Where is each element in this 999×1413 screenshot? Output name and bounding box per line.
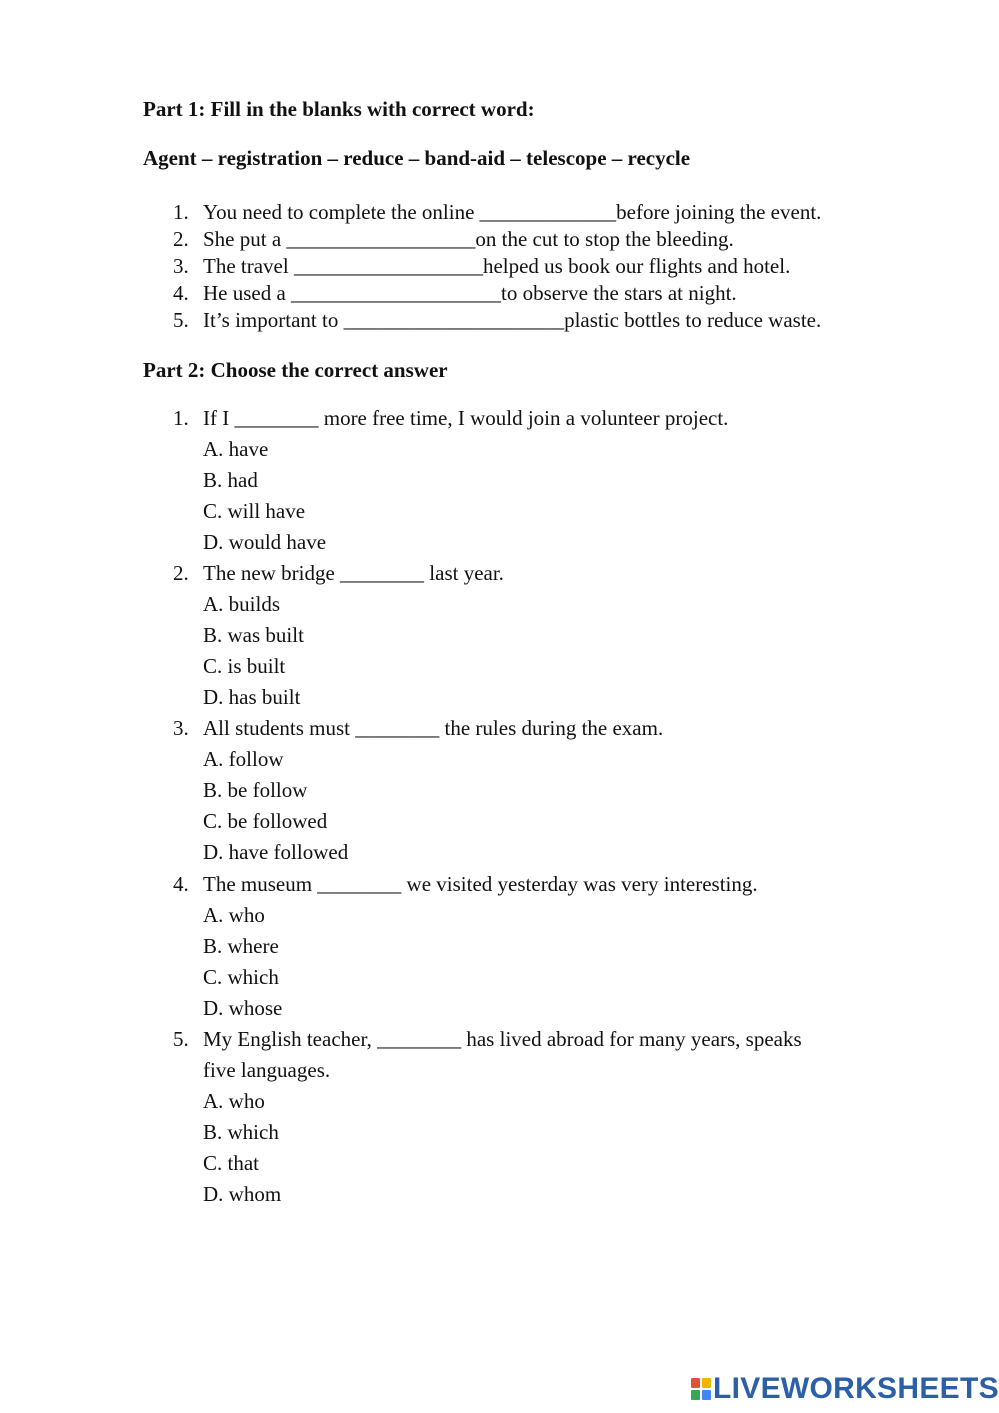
question-number: 5. [173, 1027, 189, 1051]
logo-wordmark: LIVEWORKSHEETS [713, 1372, 999, 1405]
answer-option: D. would have [203, 530, 327, 554]
item-number: 5. [173, 308, 189, 332]
answer-option: A. follow [203, 747, 284, 771]
answer-option: A. who [203, 903, 265, 927]
question-text-continuation: five languages. [203, 1058, 331, 1082]
answer-option: D. whom [203, 1182, 282, 1206]
part2-title: Part 2: Choose the correct answer [143, 358, 448, 382]
part1-title: Part 1: Fill in the blanks with correct word: [143, 97, 535, 121]
liveworksheets-logo [690, 1372, 999, 1406]
answer-option: C. will have [203, 499, 306, 523]
question-text: The new bridge ________ last year. [203, 561, 504, 585]
question-text: If I ________ more free time, I would join a volunteer project. [203, 406, 729, 430]
answer-option: B. was built [203, 623, 304, 647]
answer-option: B. which [203, 1120, 279, 1144]
question-number: 1. [173, 406, 189, 430]
liveworksheets-logo-icon [690, 1377, 712, 1401]
answer-option: A. builds [203, 592, 281, 616]
answer-option: D. have followed [203, 840, 349, 864]
item-text: The travel __________________helped us book our flights and hotel. [203, 254, 791, 278]
answer-option: A. have [203, 437, 269, 461]
answer-option: A. who [203, 1089, 265, 1113]
item-number: 4. [173, 281, 189, 305]
item-text: She put a __________________on the cut to stop the bleeding. [203, 227, 734, 251]
question-number: 4. [173, 872, 189, 896]
item-number: 1. [173, 200, 189, 224]
answer-option: B. be follow [203, 778, 308, 802]
answer-option: B. had [203, 468, 258, 492]
question-text: My English teacher, ________ has lived abroad for many years, speaks [203, 1027, 802, 1051]
question-number: 2. [173, 561, 189, 585]
item-text: He used a ____________________to observe the stars at night. [203, 281, 737, 305]
answer-option: B. where [203, 934, 279, 958]
item-number: 3. [173, 254, 189, 278]
part1-word-bank: Agent – registration – reduce – band-aid – telescope – recycle [143, 146, 691, 170]
question-text: All students must ________ the rules during the exam. [203, 716, 664, 740]
question-number: 3. [173, 716, 189, 740]
answer-option: C. which [203, 965, 279, 989]
answer-option: C. is built [203, 654, 286, 678]
item-text: It’s important to _____________________plastic bottles to reduce waste. [203, 308, 822, 332]
answer-option: C. that [203, 1151, 259, 1175]
answer-option: C. be followed [203, 809, 328, 833]
answer-option: D. has built [203, 685, 301, 709]
item-text: You need to complete the online _____________before joining the event. [203, 200, 822, 224]
item-number: 2. [173, 227, 189, 251]
question-text: The museum ________ we visited yesterday was very interesting. [203, 872, 758, 896]
answer-option: D. whose [203, 996, 283, 1020]
